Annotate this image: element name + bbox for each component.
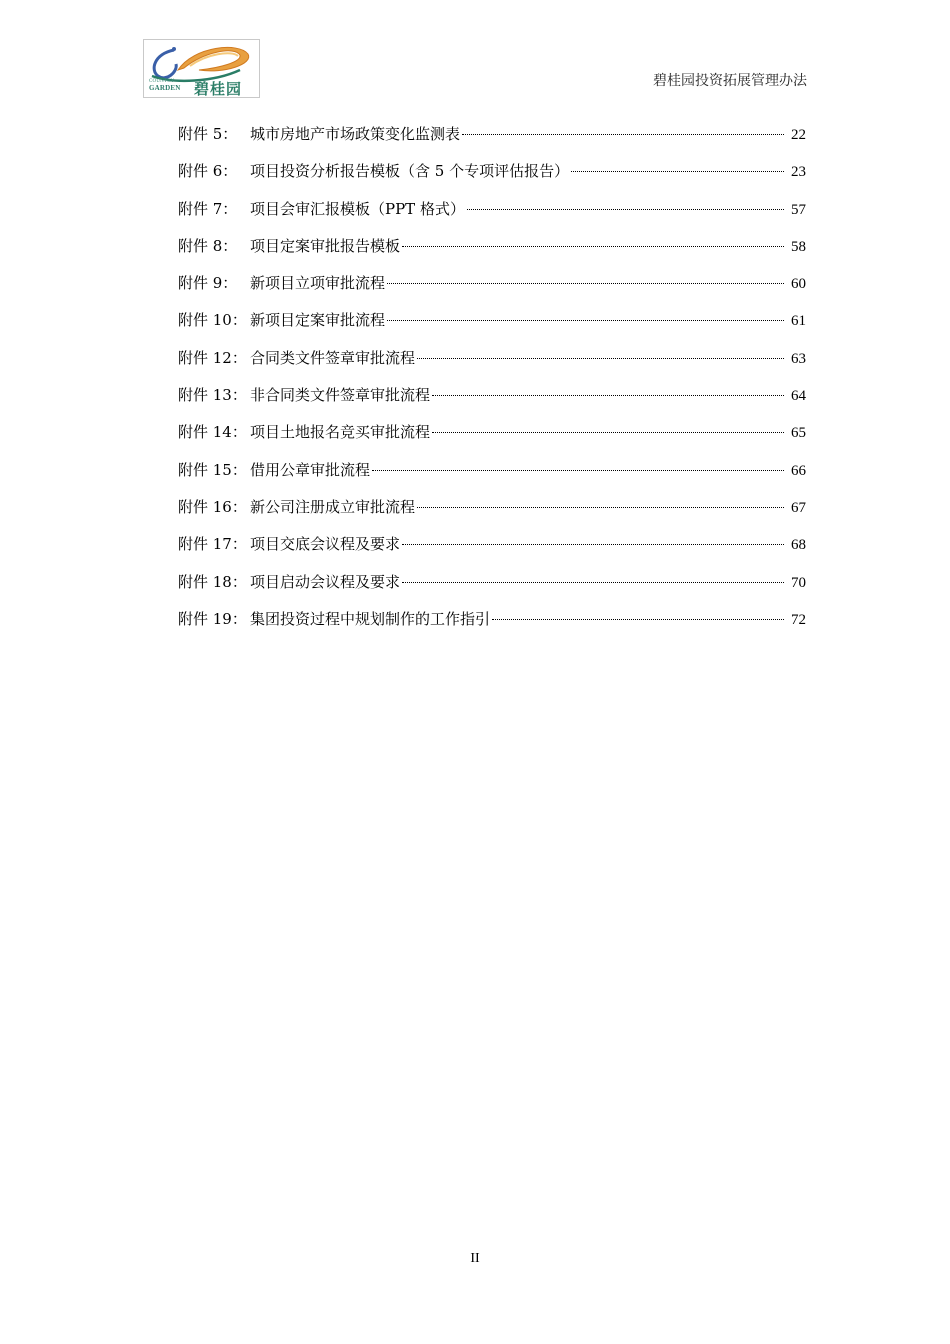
- toc-entry-page-number: 60: [791, 276, 806, 293]
- toc-dot-leader: [492, 619, 784, 620]
- toc-entry-label: 附件 14：: [178, 423, 247, 442]
- toc-entry-label: 附件 18：: [178, 572, 247, 591]
- toc-dot-leader: [432, 432, 784, 433]
- logo-english-text: [149, 79, 193, 91]
- toc-entry[interactable]: [178, 420, 806, 457]
- toc-entry-title: 非合同类文件签章审批流程: [250, 386, 431, 405]
- toc-entry-page-number: 65: [791, 425, 806, 442]
- toc-entry-label: 附件 17：: [178, 535, 247, 554]
- toc-entry-title: 新项目立项审批流程: [250, 274, 386, 293]
- toc-entry-label: 附件 16：: [178, 497, 247, 516]
- toc-entry[interactable]: [178, 308, 806, 345]
- logo-english-line2: GARDEN: [149, 84, 181, 92]
- toc-entry[interactable]: [178, 495, 806, 532]
- toc-entry-title: 项目交底会议程及要求: [250, 535, 401, 554]
- toc-entry-title: 项目土地报名竞买审批流程: [250, 423, 431, 442]
- toc-dot-leader: [571, 171, 784, 172]
- toc-entry[interactable]: [178, 570, 806, 607]
- toc-dot-leader: [462, 134, 784, 135]
- toc-dot-leader: [467, 209, 784, 210]
- document-header-title: 碧桂园投资拓展管理办法: [653, 73, 807, 89]
- toc-dot-leader: [417, 358, 784, 359]
- toc-dot-leader: [402, 246, 784, 247]
- toc-entry[interactable]: [178, 271, 806, 308]
- toc-entry[interactable]: [178, 458, 806, 495]
- toc-entry-title: 项目启动会议程及要求: [250, 572, 401, 591]
- toc-dot-leader: [372, 470, 784, 471]
- toc-entry-label: 附件 6：: [178, 162, 238, 181]
- toc-entry-title: 项目定案审批报告模板: [250, 236, 401, 255]
- toc-entry-label: 附件 8：: [178, 236, 238, 255]
- toc-entry[interactable]: [178, 197, 806, 234]
- toc-dot-leader: [402, 582, 784, 583]
- toc-entry-page-number: 72: [791, 611, 806, 628]
- toc-entry-title: 项目会审汇报模板（PPT 格式）: [250, 199, 465, 218]
- toc-dot-leader: [432, 395, 784, 396]
- toc-entry[interactable]: [178, 159, 806, 196]
- table-of-contents: [178, 122, 806, 644]
- toc-entry-label: 附件 9：: [178, 274, 238, 293]
- toc-entry-page-number: 64: [791, 388, 806, 405]
- toc-dot-leader: [402, 544, 784, 545]
- toc-entry[interactable]: [178, 607, 806, 644]
- toc-entry-page-number: 67: [791, 499, 806, 516]
- toc-entry-label: 附件 12：: [178, 348, 247, 367]
- company-logo: [143, 39, 260, 98]
- toc-entry[interactable]: [178, 122, 806, 159]
- toc-entry[interactable]: [178, 234, 806, 271]
- toc-entry[interactable]: [178, 346, 806, 383]
- toc-entry-title: 项目投资分析报告模板（含 5 个专项评估报告）: [250, 162, 570, 181]
- toc-entry-label: 附件 5：: [178, 125, 238, 143]
- toc-entry-title: 借用公章审批流程: [250, 460, 371, 479]
- toc-entry-title: 集团投资过程中规划制作的工作指引: [250, 609, 491, 628]
- toc-entry[interactable]: [178, 532, 806, 569]
- page-number: II: [470, 1251, 480, 1266]
- toc-entry-page-number: 63: [791, 350, 806, 367]
- toc-entry-page-number: 68: [791, 537, 806, 554]
- toc-entry-title: 新公司注册成立审批流程: [250, 497, 416, 516]
- toc-entry-title: 城市房地产市场政策变化监测表: [250, 125, 461, 143]
- toc-entry-page-number: 58: [791, 238, 806, 255]
- toc-entry-label: 附件 15：: [178, 460, 247, 479]
- toc-entry-label: 附件 13：: [178, 386, 247, 405]
- toc-entry[interactable]: [178, 383, 806, 420]
- toc-entry-page-number: 70: [791, 574, 806, 591]
- toc-entry-page-number: 66: [791, 462, 806, 479]
- toc-dot-leader: [387, 283, 784, 284]
- toc-entry-page-number: 61: [791, 313, 806, 330]
- toc-entry-title: 合同类文件签章审批流程: [250, 348, 416, 367]
- toc-entry-page-number: 57: [791, 201, 806, 218]
- logo-chinese-text: 碧桂园: [194, 80, 243, 98]
- logo-english-line1: COUNTRY: [149, 79, 175, 84]
- toc-entry-page-number: 23: [791, 164, 806, 181]
- toc-entry-label: 附件 10：: [178, 311, 247, 330]
- toc-entry-label: 附件 19：: [178, 609, 247, 628]
- toc-entry-title: 新项目定案审批流程: [250, 311, 386, 330]
- toc-entry-page-number: 22: [791, 127, 806, 143]
- toc-dot-leader: [417, 507, 784, 508]
- toc-dot-leader: [387, 320, 784, 321]
- toc-entry-label: 附件 7：: [178, 199, 238, 218]
